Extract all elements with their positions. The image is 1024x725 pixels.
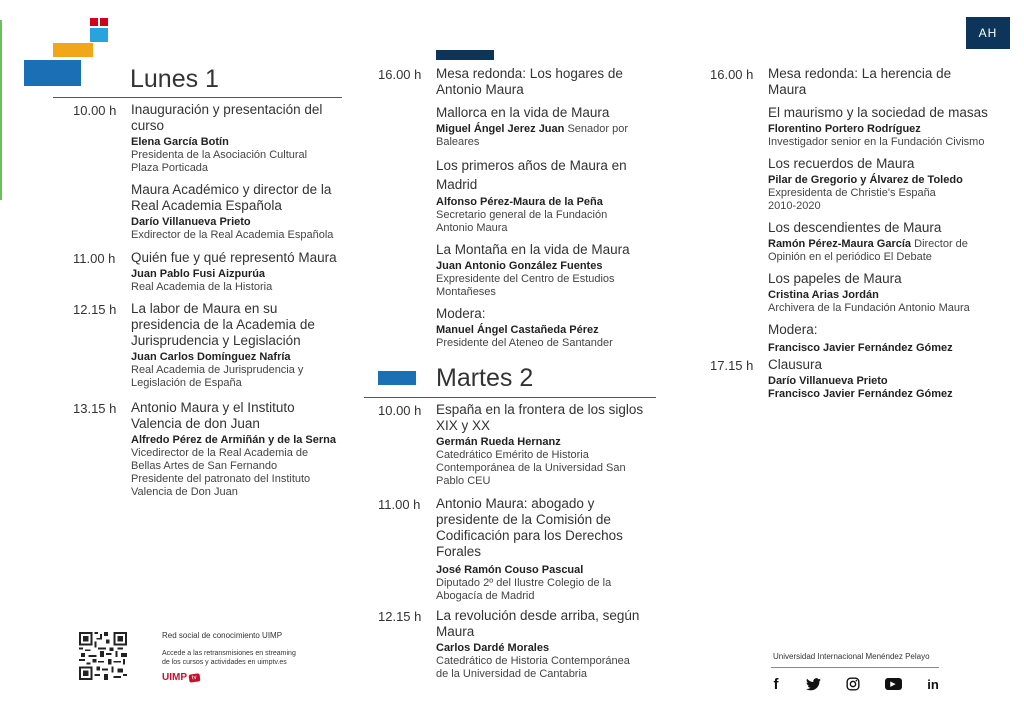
speaker-name (436, 123, 651, 136)
speaker-role: Baleares (436, 136, 480, 148)
speaker-name: Juan Pablo Fusi Aizpurúa (131, 268, 266, 280)
social-network-label: Red social de conocimiento UIMP (162, 631, 283, 640)
day-marker-martes (378, 371, 416, 385)
linkedin-icon[interactable]: in (927, 676, 939, 692)
speaker-role: Expresidenta de Christie's España (768, 187, 936, 199)
talk-title: Mallorca en la vida de Maura (436, 105, 610, 120)
moderator-label: Modera: (768, 322, 818, 337)
speaker-name: Carlos Dardé Morales (436, 642, 550, 654)
time-label: 16.00 h (710, 67, 754, 82)
closing-block (768, 357, 988, 401)
speaker-name: Darío Villanueva Prieto (131, 216, 251, 228)
speaker-name (768, 238, 988, 251)
facebook-icon[interactable]: f (773, 675, 779, 693)
speaker-role: Real Academia de la Historia (131, 281, 273, 293)
instagram-icon[interactable] (845, 676, 861, 692)
speaker-name: Juan Antonio González Fuentes (436, 260, 603, 272)
speaker-name: Francisco Javier Fernández Gómez (768, 342, 953, 354)
speaker-name: José Ramón Couso Pascual (436, 564, 584, 576)
time-label: 10.00 h (73, 103, 117, 118)
speaker-name: Darío Villanueva Prieto (768, 375, 888, 387)
round-table-block (768, 66, 988, 355)
speaker-role: Abogacía de Madrid (436, 590, 535, 602)
speaker-role: Presidenta de la Asociación Cultural (131, 149, 308, 161)
talk-title: Antonio Maura y el Instituto Valencia de don Juan (131, 400, 295, 431)
speaker-name-text: Ramón Pérez-Maura García (768, 238, 912, 250)
talk-title: Maura Académico y director de la Real Academia Española (131, 182, 332, 213)
streaming-info-line: de los cursos y actividades en uimptv.es (162, 659, 287, 666)
column-bar-navy (436, 50, 494, 60)
speaker-role: Exdirector de la Real Academia Española (131, 229, 334, 241)
speaker-name: Cristina Arias Jordán (768, 289, 879, 301)
talk-title: España en la frontera de los siglos XIX y XX (436, 402, 644, 433)
ah-badge: AH (966, 17, 1010, 49)
session-block (131, 301, 331, 390)
day-rule-lunes (53, 97, 342, 98)
time-label: 17.15 h (710, 358, 754, 373)
session-block (131, 102, 346, 242)
talk-title: Quién fue y qué representó Maura (131, 250, 337, 265)
speaker-role: Contemporánea de la Universidad San (436, 462, 626, 474)
speaker-role: Presidente del patronato del Instituto (131, 473, 311, 485)
speaker-name: Elena García Botín (131, 136, 229, 148)
speaker-role: Bellas Artes de San Fernando (131, 460, 278, 472)
closing-title: Clausura (768, 357, 823, 372)
time-label: 16.00 h (378, 67, 422, 82)
logo-orange-block (53, 43, 93, 57)
speaker-name: Germán Rueda Hernanz (436, 436, 561, 448)
round-table-title: Mesa redonda: La herencia de Maura (768, 66, 952, 97)
speaker-role: Pablo CEU (436, 475, 491, 487)
session-block (436, 608, 651, 681)
talk-title: Los primeros años de Maura en Madrid (436, 158, 627, 192)
university-name: Universidad Internacional Menéndez Pelayo (773, 652, 930, 661)
session-block (436, 496, 626, 603)
speaker-name: Alfonso Pérez-Maura de la Peña (436, 196, 603, 208)
time-label: 11.00 h (73, 251, 116, 266)
speaker-name: Juan Carlos Domínguez Nafría (131, 351, 291, 363)
speaker-role: Vicedirector de la Real Academia de (131, 447, 309, 459)
speaker-role: Secretario general de la Fundación (436, 209, 608, 221)
speaker-inline-role: Senador por (567, 123, 628, 135)
tv-logo-badge: tv (188, 673, 200, 682)
speaker-role: 2010-2020 (768, 200, 821, 212)
round-table-title: Mesa redonda: Los hogares de Antonio Maura (436, 66, 623, 97)
footer-rule (771, 667, 939, 668)
logo-red-square-1 (90, 18, 98, 26)
speaker-role: Antonio Maura (436, 222, 508, 234)
streaming-info-line: Accede a las retransmisiones en streaming (162, 650, 296, 657)
time-label: 12.15 h (73, 302, 117, 317)
time-label: 11.00 h (378, 497, 421, 512)
time-label: 13.15 h (73, 401, 117, 416)
speaker-role: Catedrático de Historia Contemporánea (436, 655, 630, 667)
speaker-role: Real Academia de Jurisprudencia y (131, 364, 304, 376)
talk-title: Los descendientes de Maura (768, 220, 942, 235)
speaker-role: Diputado 2º del Ilustre Colegio de la (436, 577, 612, 589)
talk-title: Los papeles de Maura (768, 271, 902, 286)
speaker-role: Opinión en el periódico El Debate (768, 251, 932, 263)
speaker-name-text: Miguel Ángel Jerez Juan (436, 123, 565, 135)
speaker-role: Investigador senior en la Fundación Civismo (768, 136, 985, 148)
session-block (131, 400, 336, 499)
day-title-martes: Martes 2 (436, 364, 534, 392)
talk-title: Los recuerdos de Maura (768, 156, 915, 171)
speaker-name: Manuel Ángel Castañeda Pérez (436, 324, 599, 336)
speaker-role: Archivera de la Fundación Antonio Maura (768, 302, 970, 314)
speaker-name: Alfredo Pérez de Armiñán y de la Serna (131, 434, 336, 446)
speaker-role: de la Universidad de Cantabria (436, 668, 588, 680)
talk-title: Antonio Maura: abogado y presidente de la Comisión de Codificación para los Derechos Forales (436, 496, 623, 559)
talk-title: Inauguración y presentación del curso (131, 102, 323, 133)
session-block (131, 250, 346, 294)
time-label: 12.15 h (378, 609, 422, 624)
talk-title: La labor de Maura en su presidencia de la Academia de Jurisprudencia y Legislación (131, 301, 315, 348)
twitter-icon[interactable] (805, 676, 821, 692)
round-table-block (436, 66, 651, 350)
speaker-role: Presidente del Ateneo de Santander (436, 337, 613, 349)
talk-title: La Montaña en la vida de Maura (436, 242, 630, 257)
speaker-role: Expresidente del Centro de Estudios (436, 273, 615, 285)
speaker-name: Florentino Portero Rodríguez (768, 123, 921, 135)
moderator-label: Modera: (436, 306, 486, 321)
logo-light-blue-block (90, 28, 108, 42)
left-edge-green-line (0, 20, 2, 200)
day-rule-martes (364, 397, 656, 398)
qr-code-icon[interactable] (79, 632, 127, 680)
speaker-name: Francisco Javier Fernández Gómez (768, 388, 953, 400)
time-label: 10.00 h (378, 403, 422, 418)
uimp-logo-text: UIMP (162, 672, 187, 683)
uimp-tv-logo[interactable] (162, 672, 200, 683)
day-title-lunes: Lunes 1 (130, 65, 219, 93)
youtube-icon[interactable]: ▶ (884, 676, 902, 692)
talk-title: La revolución desde arriba, según Maura (436, 608, 640, 639)
session-block (436, 402, 651, 488)
speaker-inline-role: Director de (914, 238, 968, 250)
speaker-role: Valencia de Don Juan (131, 486, 238, 498)
talk-title: El maurismo y la sociedad de masas (768, 105, 988, 120)
logo-blue-block (24, 60, 81, 86)
speaker-role: Legislación de España (131, 377, 242, 389)
speaker-role: Catedrático Emérito de Historia (436, 449, 589, 461)
speaker-role: Montañeses (436, 286, 496, 298)
speaker-name: Pilar de Gregorio y Álvarez de Toledo (768, 174, 963, 186)
logo-red-square-2 (100, 18, 108, 26)
speaker-role: Plaza Porticada (131, 162, 209, 174)
